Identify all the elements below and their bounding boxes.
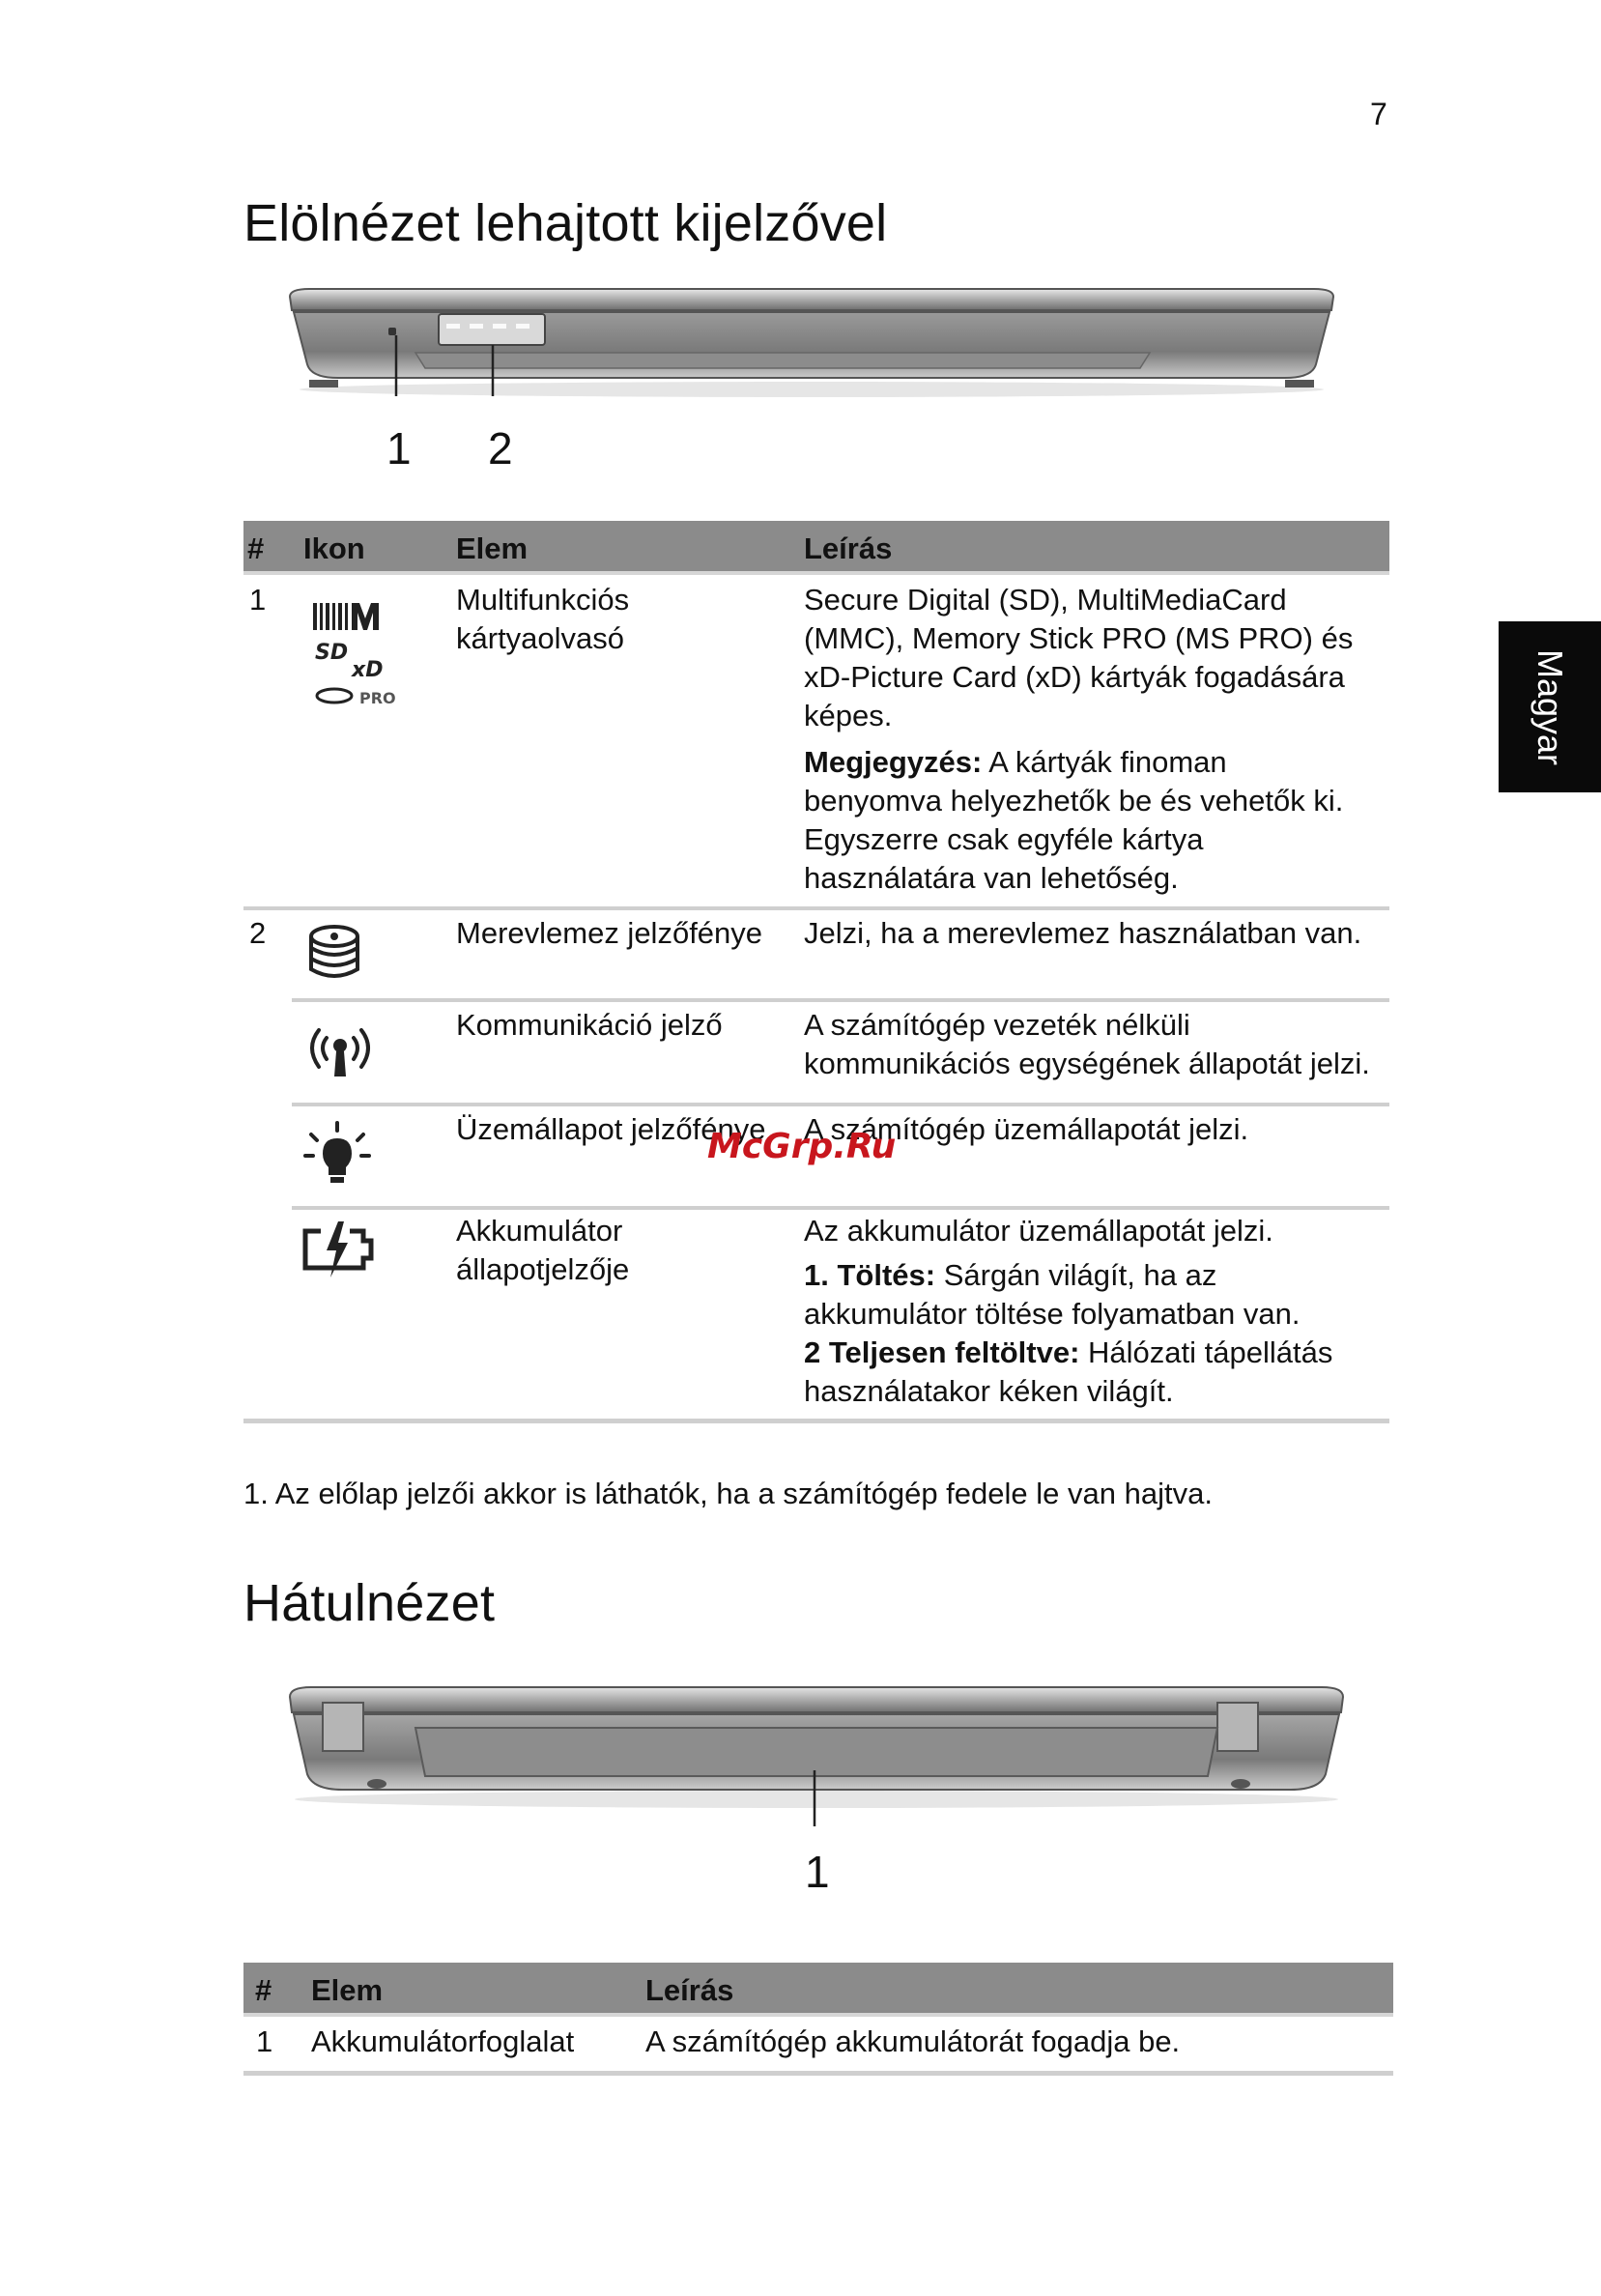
laptop-rear-illustration	[280, 1681, 1353, 1826]
front-view-title: Elölnézet lehajtott kijelzővel	[243, 194, 888, 252]
card-reader-icon	[309, 599, 425, 715]
language-tab	[1499, 621, 1601, 792]
page-number: 7	[1370, 97, 1387, 131]
header-desc: Leírás	[645, 1973, 734, 2007]
full-line	[804, 1334, 1393, 1372]
desc-line: képes.	[804, 699, 893, 732]
hard-disk-desc: Jelzi, ha a merevlemez használatban van.	[804, 916, 1362, 950]
row-num: 1	[249, 583, 267, 617]
desc-line: Secure Digital (SD), MultiMediaCard	[804, 583, 1287, 617]
full-text: Hálózati tápellátás	[1079, 1335, 1333, 1369]
charge-text: Sárgán világít, ha az	[935, 1258, 1217, 1292]
front-table-header	[243, 521, 1389, 575]
card-reader-item	[456, 581, 629, 658]
table-bottom-rule	[243, 1419, 1389, 1423]
header-icon: Ikon	[303, 531, 365, 565]
item-line: kártyaolvasó	[456, 621, 625, 655]
rear-callout-1: 1	[805, 1847, 830, 1897]
item-line: Multifunkciós	[456, 583, 630, 617]
header-item: Elem	[311, 1973, 384, 2007]
note-line	[804, 743, 1393, 782]
row-divider	[292, 998, 1389, 1002]
power-icon	[303, 1121, 371, 1189]
power-item: Üzemállapot jelzőfénye	[456, 1112, 766, 1146]
row-num: 2	[249, 916, 267, 950]
laptop-front-illustration	[280, 285, 1343, 401]
charge-line	[804, 1256, 1393, 1295]
card-reader-desc	[804, 581, 1393, 898]
callout-2: 2	[488, 423, 513, 474]
language-tab-label: Magyar	[1530, 648, 1570, 765]
rear-table-header	[243, 1963, 1393, 2017]
desc-line: (MMC), Memory Stick PRO (MS PRO) és	[804, 621, 1354, 655]
full-label: 2 Teljesen feltöltve:	[804, 1335, 1080, 1369]
header-desc: Leírás	[804, 531, 893, 565]
desc-line: használatakor kéken világít.	[804, 1374, 1174, 1408]
desc-line: A számítógép vezeték nélküli	[804, 1008, 1190, 1042]
hard-disk-icon	[305, 923, 363, 983]
battery-desc	[804, 1212, 1393, 1411]
battery-bay-item: Akkumulátorfoglalat	[311, 2024, 575, 2058]
battery-item	[456, 1212, 629, 1289]
desc-line: xD-Picture Card (xD) kártyák fogadására	[804, 660, 1345, 694]
header-item: Elem	[456, 531, 529, 565]
svg-text:PRO: PRO	[359, 689, 396, 707]
svg-text:xD: xD	[352, 658, 384, 682]
note-line: Egyszerre csak egyféle kártya	[804, 822, 1204, 856]
wireless-desc	[804, 1006, 1370, 1083]
note-label: Megjegyzés:	[804, 745, 983, 779]
power-desc: A számítógép üzemállapotát jelzi.	[804, 1112, 1249, 1146]
callout-1: 1	[386, 423, 412, 474]
rear-view-title: Hátulnézet	[243, 1574, 496, 1632]
battery-icon	[300, 1220, 379, 1279]
rear-table-bottom-rule	[243, 2071, 1393, 2076]
footnote: 1. Az előlap jelzői akkor is láthatók, ha a számítógép fedele le van hajtva.	[243, 1477, 1213, 1510]
note-line: benyomva helyezhetők be és vehetők ki.	[804, 784, 1344, 818]
wireless-icon	[301, 1024, 379, 1078]
desc-line: kommunikációs egységének állapotát jelzi.	[804, 1047, 1370, 1080]
header-num: #	[247, 531, 265, 565]
note-text: A kártyák finoman	[982, 745, 1227, 779]
row-divider	[243, 906, 1389, 910]
hard-disk-item: Merevlemez jelzőfénye	[456, 916, 763, 950]
item-line: állapotjelzője	[456, 1252, 630, 1286]
desc-line: Az akkumulátor üzemállapotát jelzi.	[804, 1214, 1273, 1248]
watermark: McGrp.Ru	[707, 1127, 897, 1166]
desc-line: akkumulátor töltése folyamatban van.	[804, 1297, 1301, 1331]
row-num: 1	[256, 2024, 273, 2058]
note-line: használatára van lehetőség.	[804, 861, 1179, 895]
row-divider	[292, 1206, 1389, 1210]
battery-bay-desc: A számítógép akkumulátorát fogadja be.	[645, 2024, 1181, 2058]
header-num: #	[255, 1973, 272, 2007]
row-divider	[292, 1103, 1389, 1106]
wireless-item: Kommunikáció jelző	[456, 1008, 723, 1042]
svg-text:SD: SD	[315, 641, 349, 665]
charge-label: 1. Töltés:	[804, 1258, 936, 1292]
item-line: Akkumulátor	[456, 1214, 623, 1248]
